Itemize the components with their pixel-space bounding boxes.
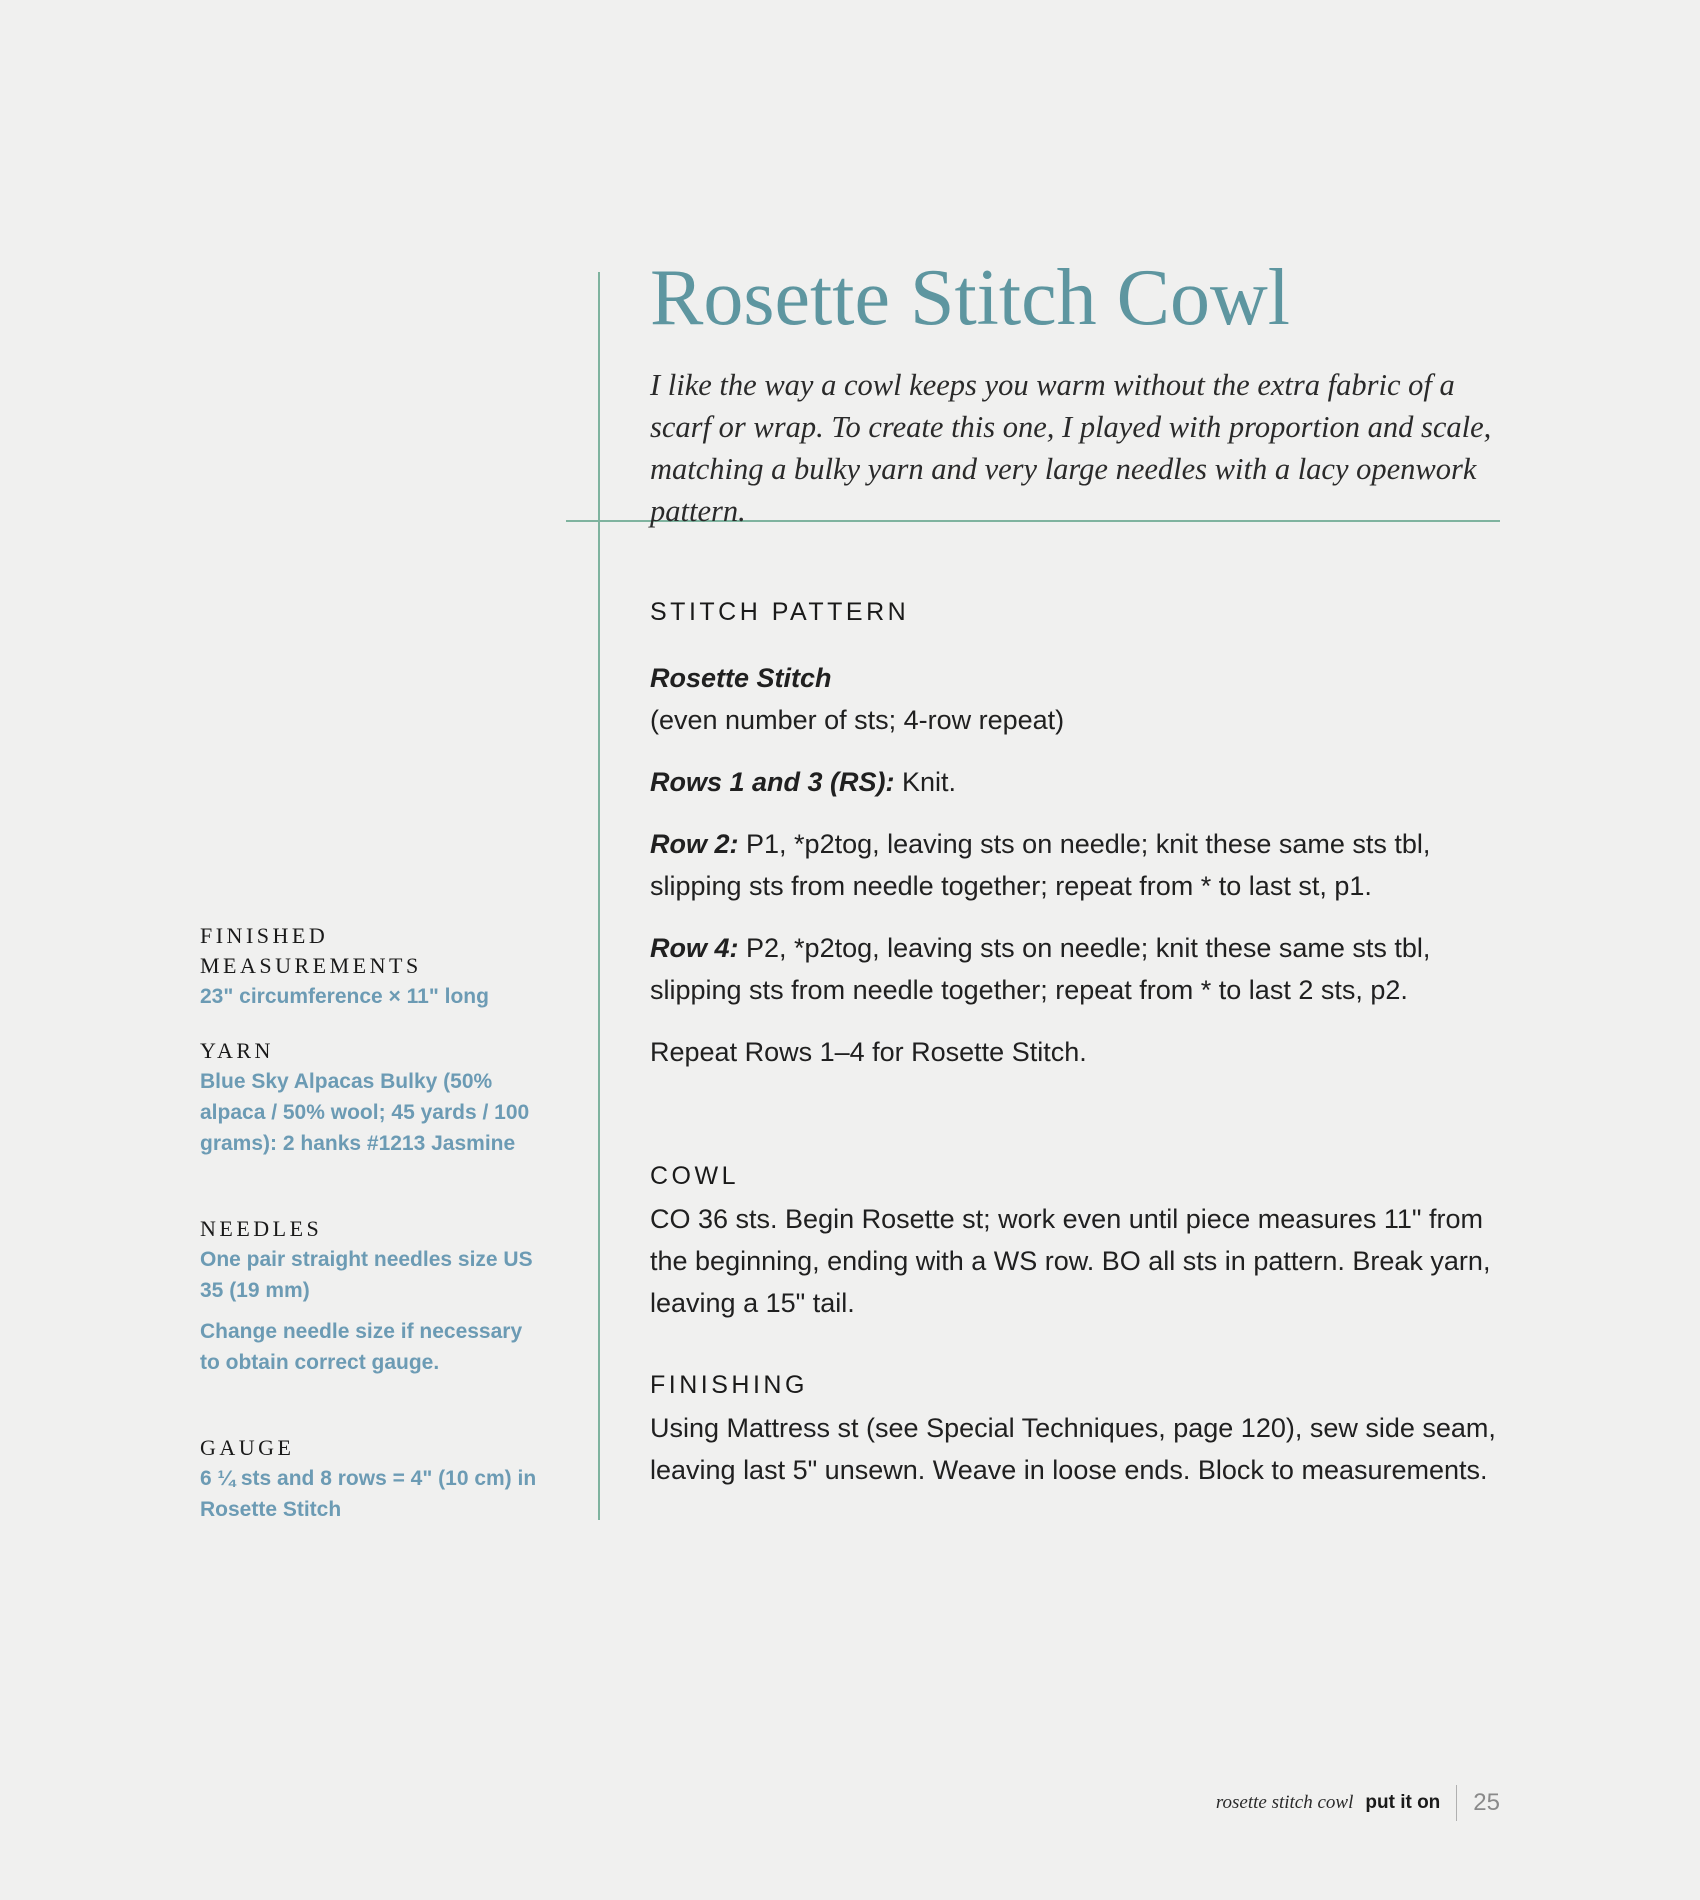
needles-heading: NEEDLES bbox=[200, 1216, 323, 1241]
row-4-instruction bbox=[650, 927, 1500, 1011]
footer-title: rosette stitch cowl bbox=[1215, 1792, 1354, 1813]
cowl-instructions: CO 36 sts. Begin Rosette st; work even until piece measures 11" from the beginning, ending with a WS row. BO all sts in pattern. Break yarn, leaving a 15" tail. bbox=[650, 1204, 1491, 1318]
page-title: Rosette Stitch Cowl bbox=[650, 254, 1290, 342]
stitch-name: Rosette Stitch bbox=[650, 663, 832, 693]
sidebar-measurements bbox=[200, 921, 545, 1012]
cowl-heading: COWL bbox=[650, 1162, 739, 1190]
sidebar-needles bbox=[200, 1214, 545, 1378]
stitch-note: (even number of sts; 4-row repeat) bbox=[650, 705, 1065, 735]
page-number: 25 bbox=[1473, 1789, 1500, 1816]
needles-note: Change needle size if necessary to obtain correct gauge. bbox=[200, 1320, 523, 1374]
yarn-value: Blue Sky Alpacas Bulky (50% alpaca / 50% wool; 45 yards / 100 grams): 2 hanks #1213 Jasmine bbox=[200, 1070, 530, 1155]
row-text: Knit. bbox=[894, 767, 957, 797]
row-label: Row 4: bbox=[650, 933, 739, 963]
row-text: P1, *p2tog, leaving sts on needle; knit these same sts tbl, slipping sts from needle together; repeat from * to last st, p1. bbox=[650, 829, 1431, 901]
gauge-heading: GAUGE bbox=[200, 1435, 295, 1460]
sidebar-yarn bbox=[200, 1036, 545, 1159]
finishing-instructions: Using Mattress st (see Special Techniques, page 120), sew side seam, leaving last 5" unsewn. Weave in loose ends. Block to measurements. bbox=[650, 1413, 1496, 1485]
row-2-instruction bbox=[650, 823, 1500, 907]
measurements-heading: FINISHED MEASUREMENTS bbox=[200, 923, 422, 978]
vertical-rule bbox=[598, 272, 600, 1520]
measurements-value: 23" circumference × 11" long bbox=[200, 985, 489, 1008]
row-text: P2, *p2tog, leaving sts on needle; knit these same sts tbl, slipping sts from needle together; repeat from * to last 2 sts, p2. bbox=[650, 933, 1431, 1005]
gauge-value: 6 ¼ sts and 8 rows = 4" (10 cm) in Rosette Stitch bbox=[200, 1467, 537, 1521]
finishing-heading: FINISHING bbox=[650, 1371, 808, 1399]
intro-paragraph: I like the way a cowl keeps you warm without the extra fabric of a scarf or wrap. To create this one, I played with proportion and scale, matching a bulky yarn and very large needles with a lacy openwork pattern. bbox=[650, 368, 1492, 528]
footer-divider bbox=[1456, 1785, 1457, 1821]
row-label: Row 2: bbox=[650, 829, 739, 859]
row-label: Rows 1 and 3 (RS): bbox=[650, 767, 895, 797]
yarn-heading: YARN bbox=[200, 1038, 274, 1063]
footer-section: put it on bbox=[1365, 1792, 1441, 1813]
stitch-pattern-heading: STITCH PATTERN bbox=[650, 598, 910, 626]
sidebar-gauge bbox=[200, 1433, 545, 1525]
row-1-3-instruction bbox=[650, 761, 1500, 803]
page-footer bbox=[1216, 1786, 1500, 1820]
repeat-instruction: Repeat Rows 1–4 for Rosette Stitch. bbox=[650, 1037, 1087, 1067]
needles-value: One pair straight needles size US 35 (19 mm) bbox=[200, 1248, 533, 1302]
